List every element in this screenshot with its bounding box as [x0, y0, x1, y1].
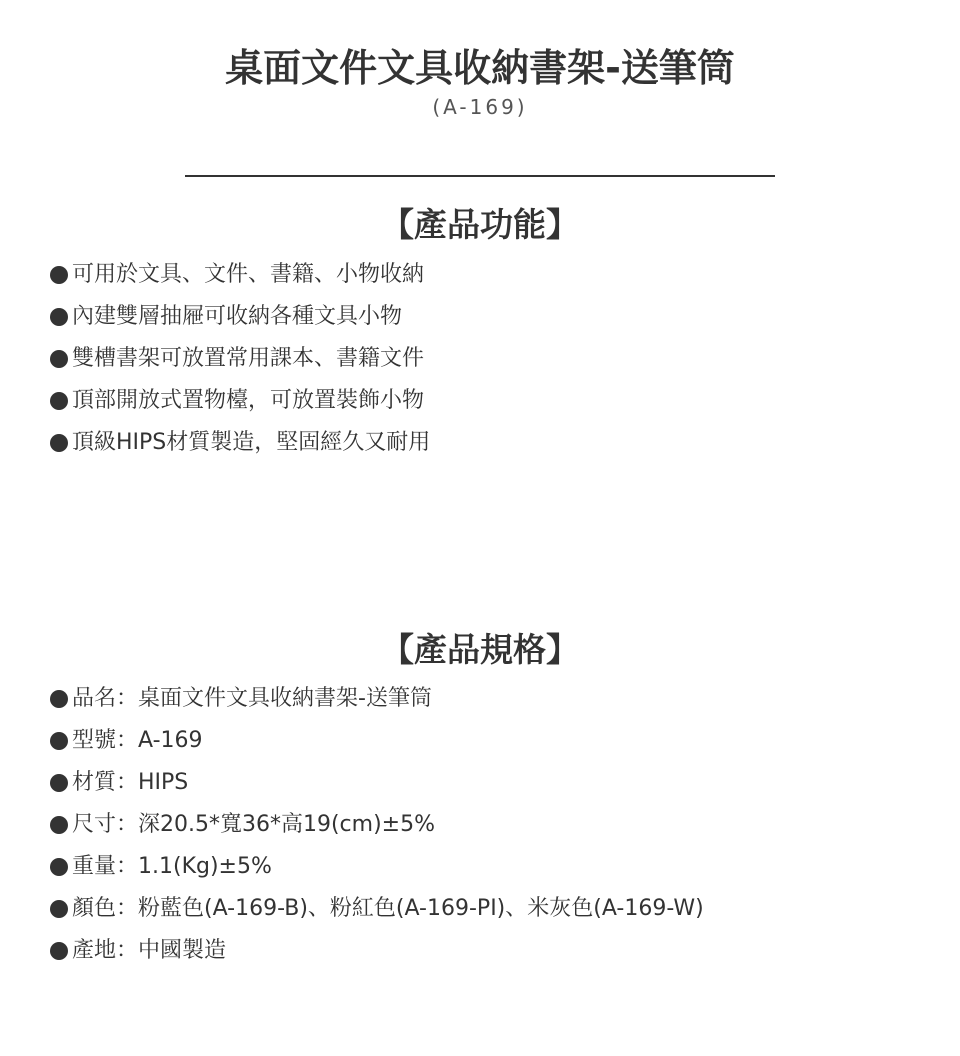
- feature-item: [50, 380, 430, 422]
- page-title: 桌面文件文具收納書架-送筆筒: [225, 46, 735, 90]
- bullet-icon: [50, 858, 68, 876]
- spec-text: 產地：中國製造: [72, 938, 227, 963]
- bullet-icon: [50, 774, 68, 792]
- features-heading: 【產品功能】: [381, 205, 579, 244]
- spec-item: [50, 888, 704, 930]
- spec-item: [50, 846, 704, 888]
- feature-item: [50, 296, 430, 338]
- specs-heading: 【產品規格】: [381, 630, 579, 669]
- spec-text: 顏色：粉藍色(A-169-B)、粉紅色(A-169-PI)、米灰色(A-169-W): [72, 896, 704, 921]
- feature-text: 內建雙層抽屜可收納各種文具小物: [72, 304, 403, 329]
- spec-item: [50, 762, 704, 804]
- feature-text: 可用於文具、文件、書籍、小物收納: [72, 262, 425, 287]
- spec-text: 尺寸：深20.5*寬36*高19(cm)±5%: [72, 812, 436, 837]
- feature-item: [50, 422, 430, 464]
- features-list: [50, 254, 430, 464]
- spec-text: 材質：HIPS: [72, 770, 189, 795]
- bullet-icon: [50, 900, 68, 918]
- bullet-icon: [50, 690, 68, 708]
- spec-item: [50, 720, 704, 762]
- bullet-icon: [50, 942, 68, 960]
- title-divider: [185, 175, 775, 177]
- bullet-icon: [50, 392, 68, 410]
- spec-item: [50, 678, 704, 720]
- feature-item: [50, 254, 430, 296]
- spec-text: 型號：A-169: [72, 728, 203, 753]
- bullet-icon: [50, 266, 68, 284]
- feature-text: 頂級HIPS材質製造，堅固經久又耐用: [72, 430, 431, 455]
- spec-text: 重量：1.1(Kg)±5%: [72, 854, 272, 879]
- bullet-icon: [50, 434, 68, 452]
- spec-item: [50, 930, 704, 972]
- feature-text: 雙槽書架可放置常用課本、書籍文件: [72, 346, 425, 371]
- bullet-icon: [50, 816, 68, 834]
- spec-text: 品名：桌面文件文具收納書架-送筆筒: [72, 686, 432, 711]
- bullet-icon: [50, 308, 68, 326]
- feature-text: 頂部開放式置物檯，可放置裝飾小物: [72, 388, 425, 413]
- bullet-icon: [50, 350, 68, 368]
- model-code: (A-169): [432, 95, 528, 119]
- bullet-icon: [50, 732, 68, 750]
- specs-list: [50, 678, 704, 972]
- spec-item: [50, 804, 704, 846]
- feature-item: [50, 338, 430, 380]
